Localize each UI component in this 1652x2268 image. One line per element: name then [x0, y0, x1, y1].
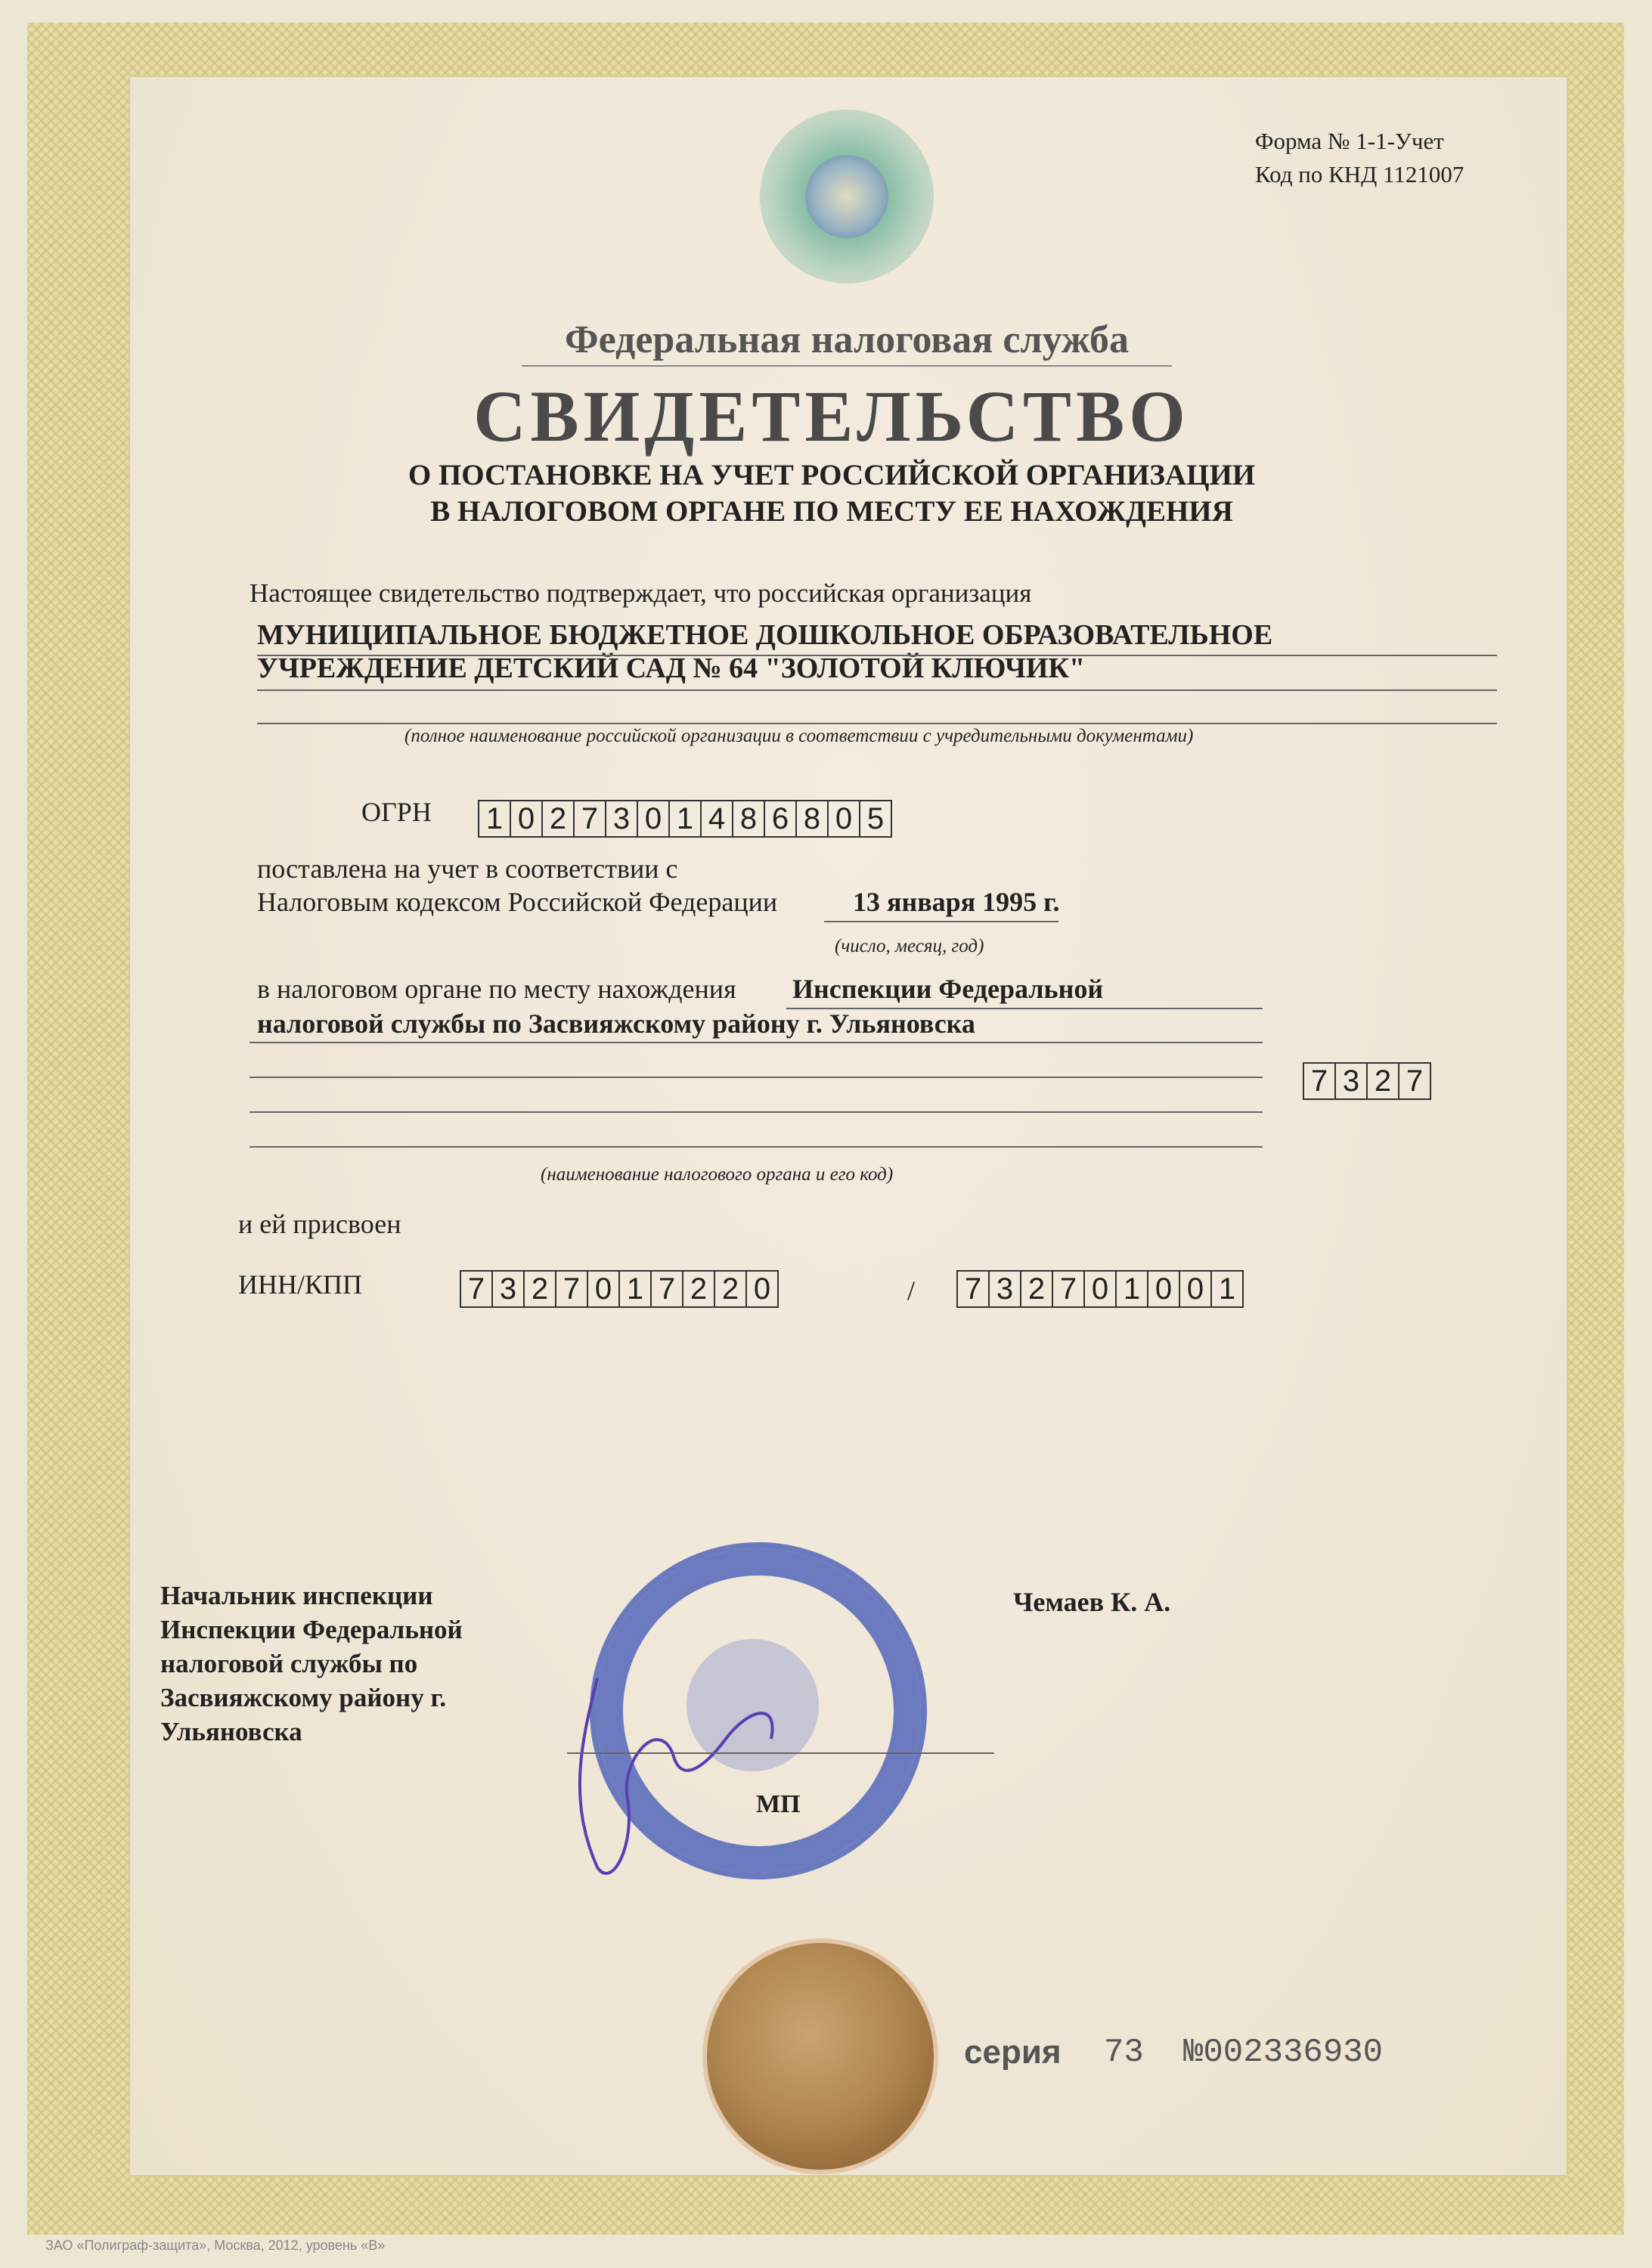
- series-label: серия: [964, 2034, 1062, 2071]
- ogrn-digit: 4: [700, 800, 732, 838]
- ogrn-label: ОГРН: [361, 797, 432, 827]
- inn-digit: 1: [618, 1270, 650, 1308]
- ogrn-digit: 5: [859, 800, 892, 838]
- date-underline: [824, 921, 1058, 922]
- inn-digit: 2: [523, 1270, 555, 1308]
- serial-number: №002336930: [1183, 2034, 1384, 2071]
- kpp-digit: 3: [988, 1270, 1020, 1308]
- ogrn-digit: 0: [510, 800, 541, 838]
- inn-kpp-label: ИНН/КПП: [238, 1269, 363, 1300]
- kpp-digit: 7: [956, 1270, 988, 1308]
- signature-line: [567, 1752, 994, 1754]
- ogrn-cells: [478, 800, 892, 838]
- signatory-name: Чемаев К. А.: [1013, 1587, 1171, 1617]
- authority-code-digit: 7: [1303, 1062, 1334, 1100]
- inn-digit: 7: [650, 1270, 682, 1308]
- printer-imprint: ЗАО «Полиграф-защита», Москва, 2012, уровень «В»: [45, 2238, 386, 2253]
- ogrn-digit: 8: [732, 800, 764, 838]
- assigned-text: и ей присвоен: [238, 1209, 401, 1239]
- kpp-digit: 0: [1179, 1270, 1210, 1308]
- registration-line-1: поставлена на учет в соответствии с: [257, 854, 678, 884]
- inn-cells: [460, 1270, 779, 1308]
- authority-code-cells: [1303, 1062, 1431, 1100]
- signature: [552, 1671, 915, 1890]
- kpp-digit: 0: [1147, 1270, 1179, 1308]
- position-line-4: Засвияжскому району г.: [160, 1683, 447, 1712]
- document-title: СВИДЕТЕЛЬСТВО: [473, 376, 1190, 457]
- form-number: Форма № 1-1-Учет: [1255, 128, 1444, 154]
- signatory-position: [160, 1579, 463, 1749]
- ogrn-digit: 1: [668, 800, 700, 838]
- authority-line-1: Инспекции Федеральной: [792, 974, 1104, 1004]
- knd-code: Код по КНД 1121007: [1255, 161, 1464, 187]
- kpp-digit: 1: [1210, 1270, 1244, 1308]
- inn-digit: 0: [745, 1270, 779, 1308]
- inn-digit: 7: [555, 1270, 587, 1308]
- ogrn-digit: 7: [573, 800, 605, 838]
- series-value: 73: [1104, 2034, 1144, 2071]
- authority-underline-2: [250, 1042, 1263, 1043]
- kpp-digit: 1: [1115, 1270, 1147, 1308]
- form-code-block: [1255, 125, 1464, 191]
- registration-date: 13 января 1995 г.: [853, 887, 1060, 917]
- ogrn-digit: 3: [605, 800, 637, 838]
- authority-underline-3: [250, 1077, 1263, 1078]
- document-subtitle: [302, 457, 1361, 530]
- position-line-3: налоговой службы по: [160, 1649, 418, 1678]
- kpp-digit: 2: [1020, 1270, 1052, 1308]
- authority-line-2: налоговой службы по Засвияжскому району г. Ульяновска: [257, 1009, 975, 1039]
- authority-code-digit: 2: [1366, 1062, 1398, 1100]
- inn-digit: 2: [682, 1270, 714, 1308]
- position-line-5: Ульяновска: [160, 1717, 302, 1746]
- inn-digit: 7: [460, 1270, 491, 1308]
- org-name-underline-3: [257, 723, 1497, 724]
- org-name-underline-2: [257, 689, 1497, 691]
- gold-seal-icon: [707, 1943, 934, 2170]
- authority-code-digit: 3: [1334, 1062, 1366, 1100]
- intro-text: Настоящее свидетельство подтверждает, что российская организация: [250, 578, 1032, 608]
- subtitle-line-1: О ПОСТАНОВКЕ НА УЧЕТ РОССИЙСКОЙ ОРГАНИЗАЦИИ: [408, 459, 1256, 491]
- position-line-1: Начальник инспекции: [160, 1581, 433, 1610]
- ogrn-digit: 2: [541, 800, 573, 838]
- inn-kpp-separator: /: [907, 1275, 916, 1306]
- org-name-caption: (полное наименование российской организации в соответствии с учредительными документами): [404, 726, 1194, 746]
- subtitle-line-2: В НАЛОГОВОМ ОРГАНЕ ПО МЕСТУ ЕЕ НАХОЖДЕНИЯ: [430, 495, 1233, 528]
- mp-mark: МП: [756, 1790, 801, 1818]
- hologram-emblem-icon: [760, 110, 934, 284]
- authority-prefix: в налоговом органе по месту нахождения: [257, 974, 736, 1004]
- inn-digit: 0: [587, 1270, 618, 1308]
- ogrn-digit: 0: [827, 800, 859, 838]
- position-line-2: Инспекции Федеральной: [160, 1615, 463, 1644]
- kpp-digit: 0: [1083, 1270, 1115, 1308]
- ogrn-digit: 1: [478, 800, 510, 838]
- organization-name: [257, 618, 1272, 685]
- org-name-line-1: МУНИЦИПАЛЬНОЕ БЮДЖЕТНОЕ ДОШКОЛЬНОЕ ОБРАЗОВАТЕЛЬНОЕ: [257, 619, 1273, 651]
- authority-underline-5: [250, 1146, 1263, 1148]
- org-name-line-2: УЧРЕЖДЕНИЕ ДЕТСКИЙ САД № 64 "ЗОЛОТОЙ КЛЮЧИК": [257, 652, 1086, 684]
- authority-underline-4: [250, 1111, 1263, 1113]
- ogrn-digit: 8: [795, 800, 827, 838]
- ogrn-digit: 6: [764, 800, 795, 838]
- kpp-digit: 7: [1052, 1270, 1083, 1308]
- date-caption: (число, месяц, год): [835, 936, 984, 956]
- registration-line-2: Налоговым кодексом Российской Федерации: [257, 887, 778, 917]
- agency-name: Федеральная налоговая служба: [522, 318, 1172, 367]
- ogrn-digit: 0: [637, 800, 668, 838]
- inn-digit: 2: [714, 1270, 745, 1308]
- kpp-cells: [956, 1270, 1244, 1308]
- authority-code-digit: 7: [1398, 1062, 1431, 1100]
- authority-caption: (наименование налогового органа и его код): [541, 1164, 894, 1185]
- inn-digit: 3: [491, 1270, 523, 1308]
- org-name-underline-1: [257, 655, 1497, 656]
